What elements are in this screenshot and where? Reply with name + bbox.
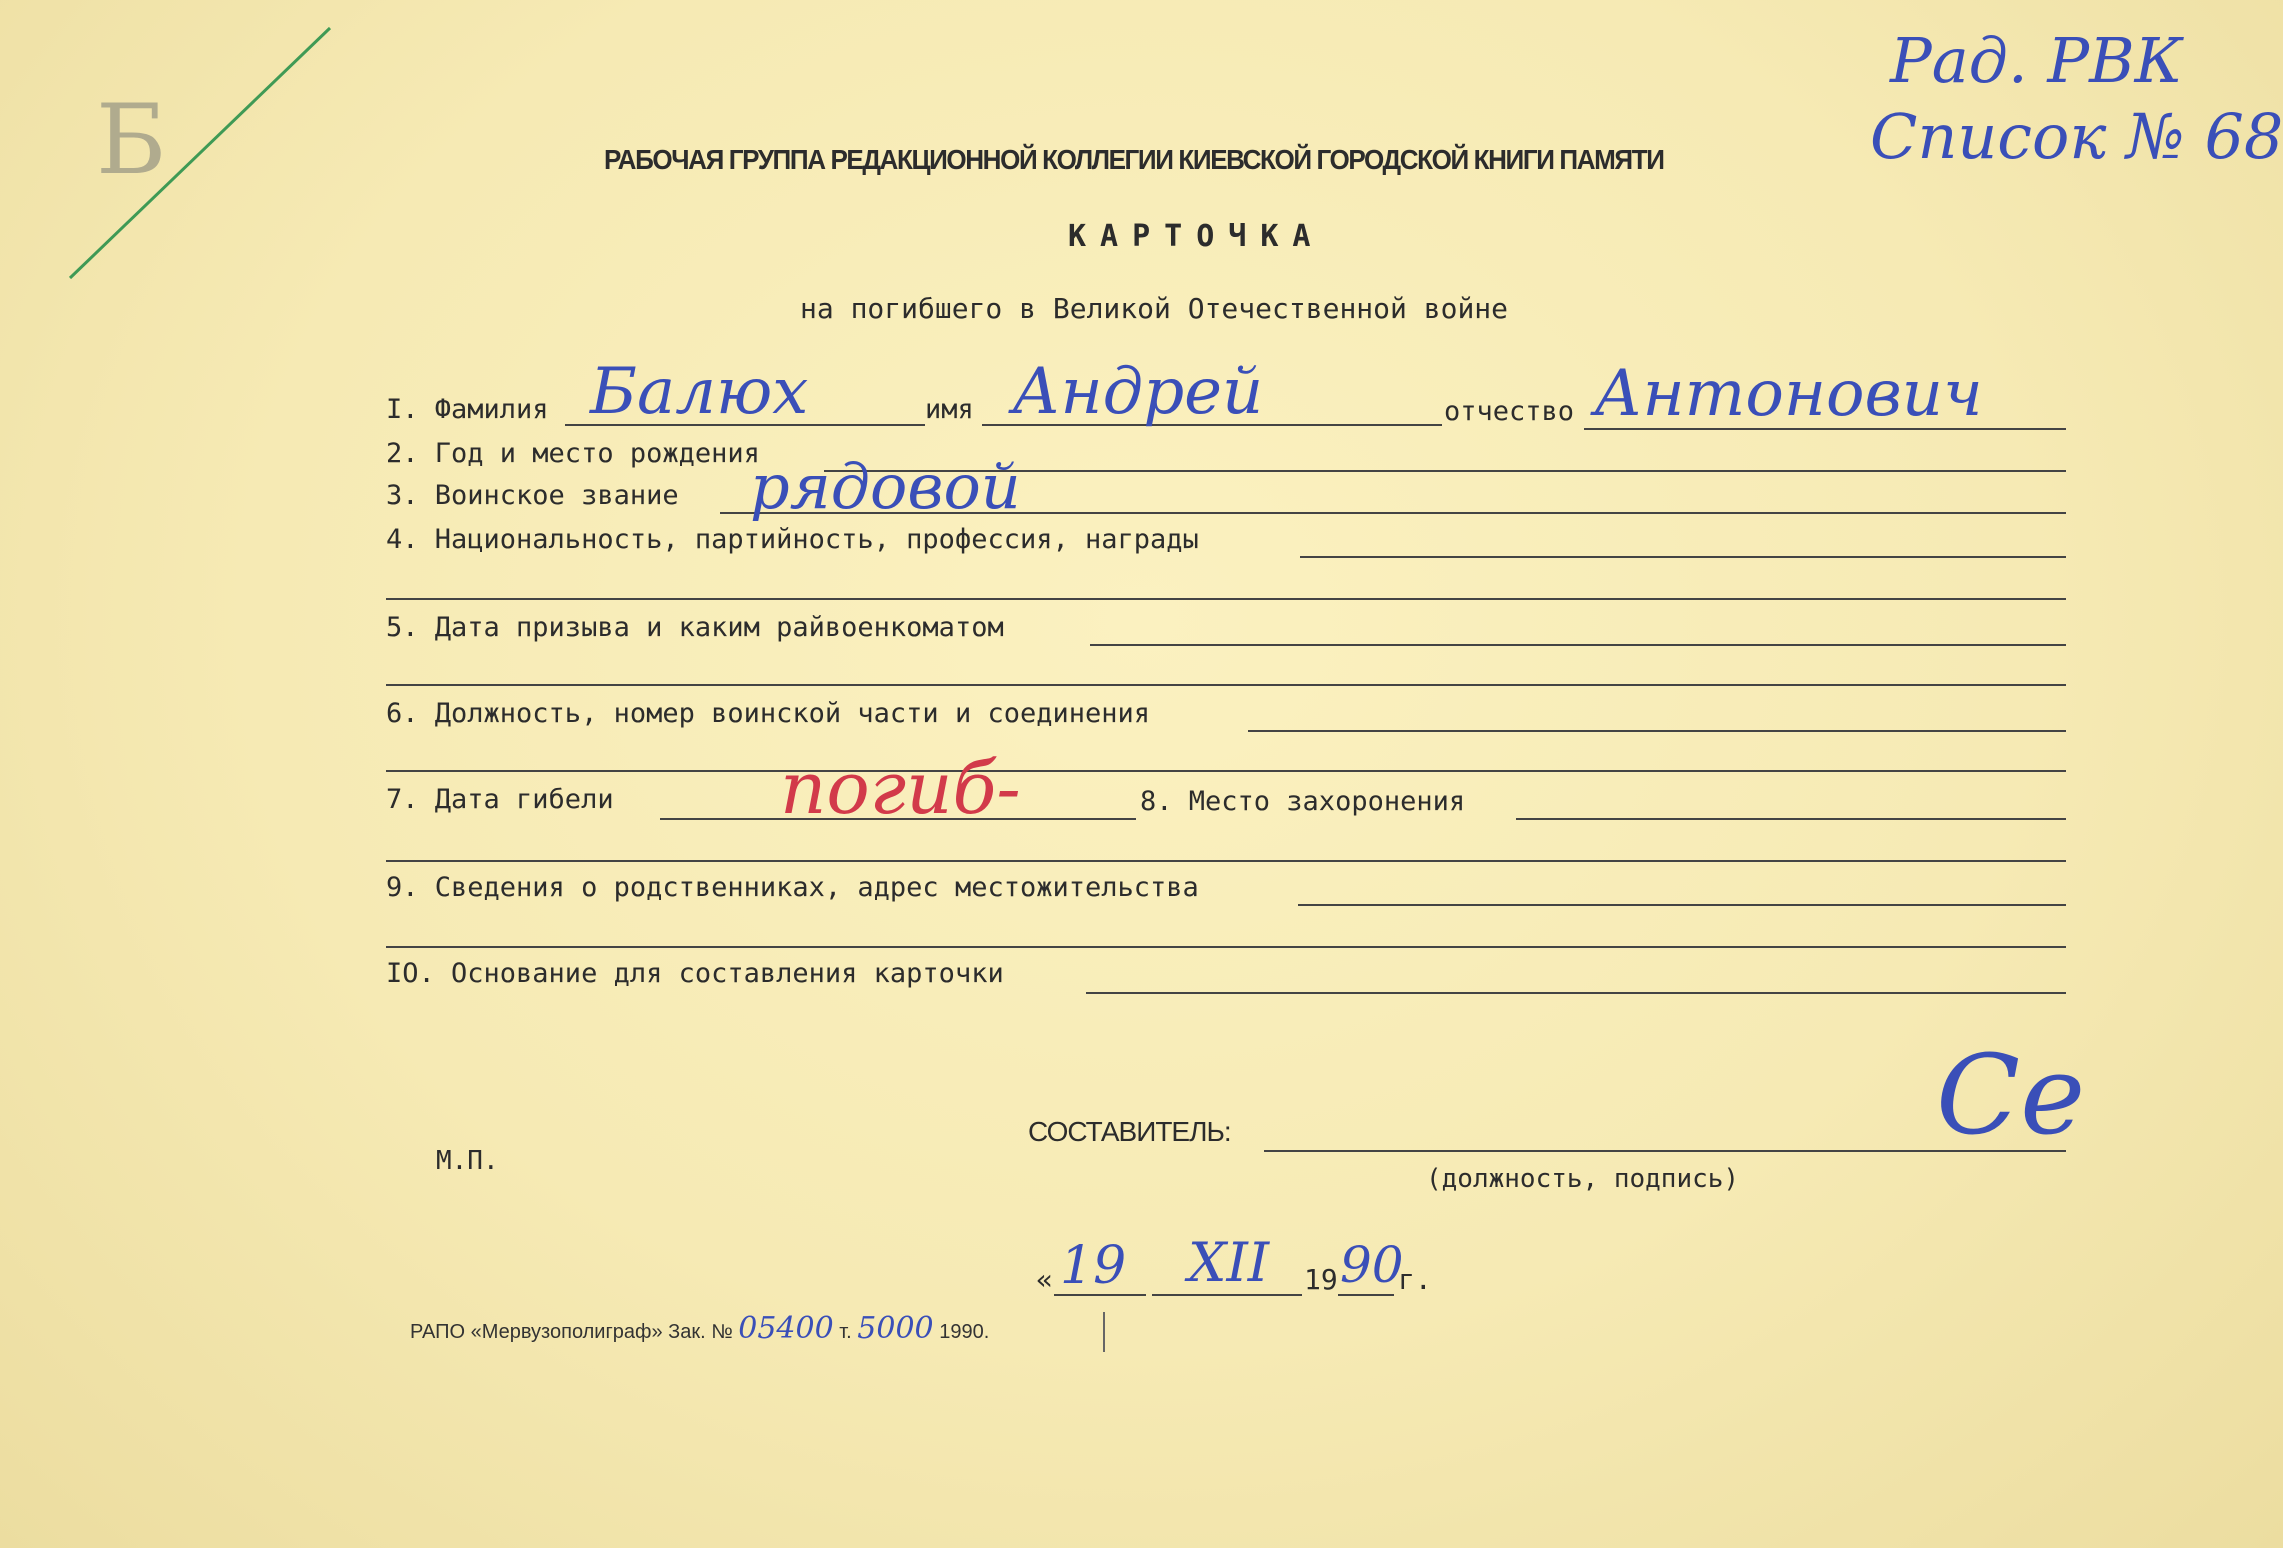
card-title: КАРТОЧКА — [1068, 219, 1325, 254]
burial-line-2 — [386, 860, 2066, 862]
surname-value: Балюх — [590, 355, 809, 429]
draft-line — [1090, 644, 2066, 646]
print-order: 05400 — [738, 1311, 834, 1346]
name-label: имя — [925, 394, 974, 425]
date-year-prefix: 19 — [1304, 1263, 1338, 1296]
burial-line — [1516, 818, 2066, 820]
date-month-line — [1152, 1294, 1302, 1296]
relatives-line — [1298, 904, 2066, 906]
rank-value: рядовой — [750, 450, 1021, 523]
draft-line-2 — [386, 684, 2066, 686]
date-day: 19 — [1060, 1236, 1127, 1296]
date-year-line — [1338, 1294, 1394, 1296]
relatives-line-2 — [386, 946, 2066, 948]
handwritten-note-line2: Список № 68 — [1870, 100, 2283, 173]
death-date-label: 7. Дата гибели — [386, 784, 614, 815]
burial-label: 8. Место захоронения — [1140, 786, 1466, 817]
basis-line — [1086, 992, 2066, 994]
date-year-suffix: 90 — [1340, 1236, 1404, 1294]
death-date-value: погиб- — [780, 746, 1021, 830]
header: РАБОЧАЯ ГРУППА РЕДАКЦИОННОЙ КОЛЛЕГИИ КИЕВСКОЙ ГОРОДСКОЙ КНИГИ ПАМЯТИ — [604, 144, 1664, 175]
print-mid: т. — [839, 1321, 852, 1343]
signature-caption: (должность, подпись) — [1426, 1164, 1740, 1194]
draft-label: 5. Дата призыва и каким райвоенкоматом — [386, 612, 1004, 643]
date-open-quote: « — [1036, 1263, 1053, 1296]
handwritten-note-line1: Рад. РВК — [1890, 24, 2183, 97]
nationality-line-2 — [386, 598, 2066, 600]
pencil-mark: Б — [96, 84, 167, 196]
patronymic-label: отчество — [1444, 396, 1575, 427]
date-end: г. — [1398, 1263, 1432, 1296]
stamp-place: М.П. — [436, 1146, 499, 1176]
print-info-prefix: РАПО «Мервузополиграф» Зак. № — [410, 1321, 733, 1343]
rank-label: 3. Воинское звание — [386, 480, 679, 511]
print-run: 5000 — [857, 1311, 934, 1346]
date-month: XII — [1188, 1231, 1270, 1294]
patronymic-value: Антонович — [1594, 357, 1983, 431]
position-line — [1248, 730, 2066, 732]
position-label: 6. Должность, номер воинской части и соединения — [386, 698, 1151, 729]
nationality-label: 4. Национальность, партийность, профессия, награды — [386, 524, 1199, 555]
birth-label: 2. Год и место рождения — [386, 438, 760, 469]
signature: Се — [1936, 1031, 2086, 1159]
relatives-label: 9. Сведения о родственниках, адрес местожительства — [386, 872, 1199, 903]
compiler-label: СОСТАВИТЕЛЬ: — [1028, 1116, 1231, 1147]
surname-label: I. Фамилия — [386, 394, 549, 425]
subtitle: на погибшего в Великой Отечественной войне — [800, 292, 1509, 325]
print-info — [410, 1311, 990, 1346]
position-line-2 — [386, 770, 2066, 772]
basis-label: IO. Основание для составления карточки — [386, 958, 1004, 989]
nationality-line — [1300, 556, 2066, 558]
name-value: Андрей — [1012, 355, 1264, 429]
print-year: 1990. — [939, 1321, 990, 1343]
